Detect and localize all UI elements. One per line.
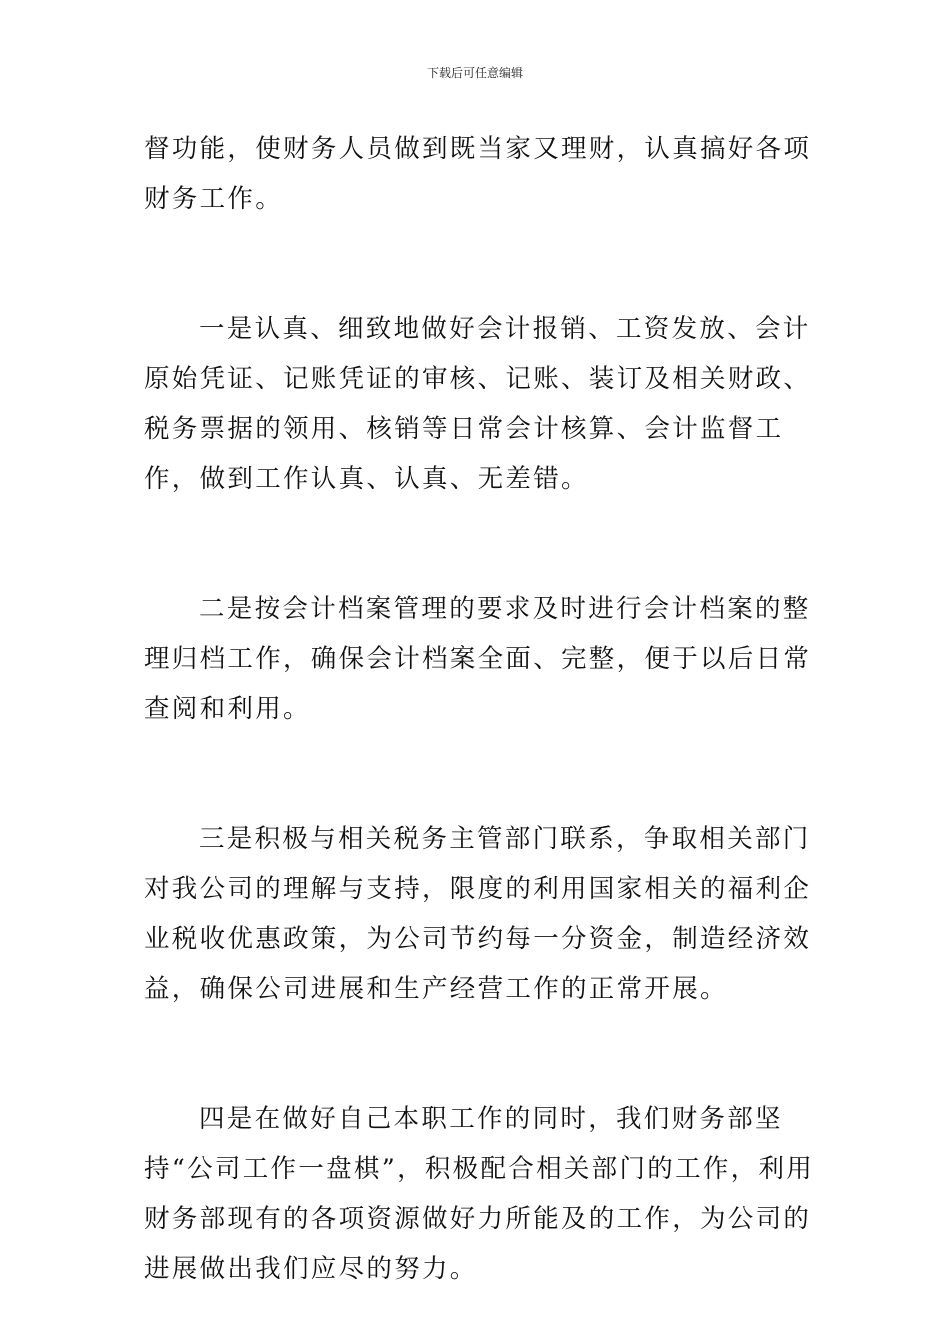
paragraph-spacer: [144, 224, 816, 304]
paragraph-spacer: [144, 504, 816, 584]
paragraph-spacer: [144, 1014, 816, 1094]
paragraph-item-4: 四是在做好自己本职工作的同时，我们财务部坚持“公司工作一盘棋”，积极配合相关部门的工作，利用财务部现有的各项资源做好力所能及的工作，为公司的进展做出我们应尽的努力。: [144, 1104, 815, 1284]
document-body: [144, 124, 816, 1294]
paragraph-item-2: 二是按会计档案管理的要求及时进行会计档案的整理归档工作，确保会计档案全面、完整，便于以后日常查阅和利用。: [144, 594, 812, 724]
paragraph-item-3: 三是积极与相关税务主管部门联系，争取相关部门对我公司的理解与支持，限度的利用国家相关的福利企业税收优惠政策，为公司节约每一分资金，制造经济效益，确保公司进展和生产经营工作的正常开展。: [144, 824, 812, 1004]
paragraph-item-1: 一是认真、细致地做好会计报销、工资发放、会计原始凭证、记账凭证的审核、记账、装订及相关财政、税务票据的领用、核销等日常会计核算、会计监督工作，做到工作认真、认真、无差错。: [144, 314, 812, 494]
page-header-note: 下载后可任意编辑: [426, 66, 523, 80]
paragraph-continued: 督功能，使财务人员做到既当家又理财，认真搞好各项财务工作。: [144, 134, 812, 214]
paragraph-spacer: [144, 734, 816, 814]
